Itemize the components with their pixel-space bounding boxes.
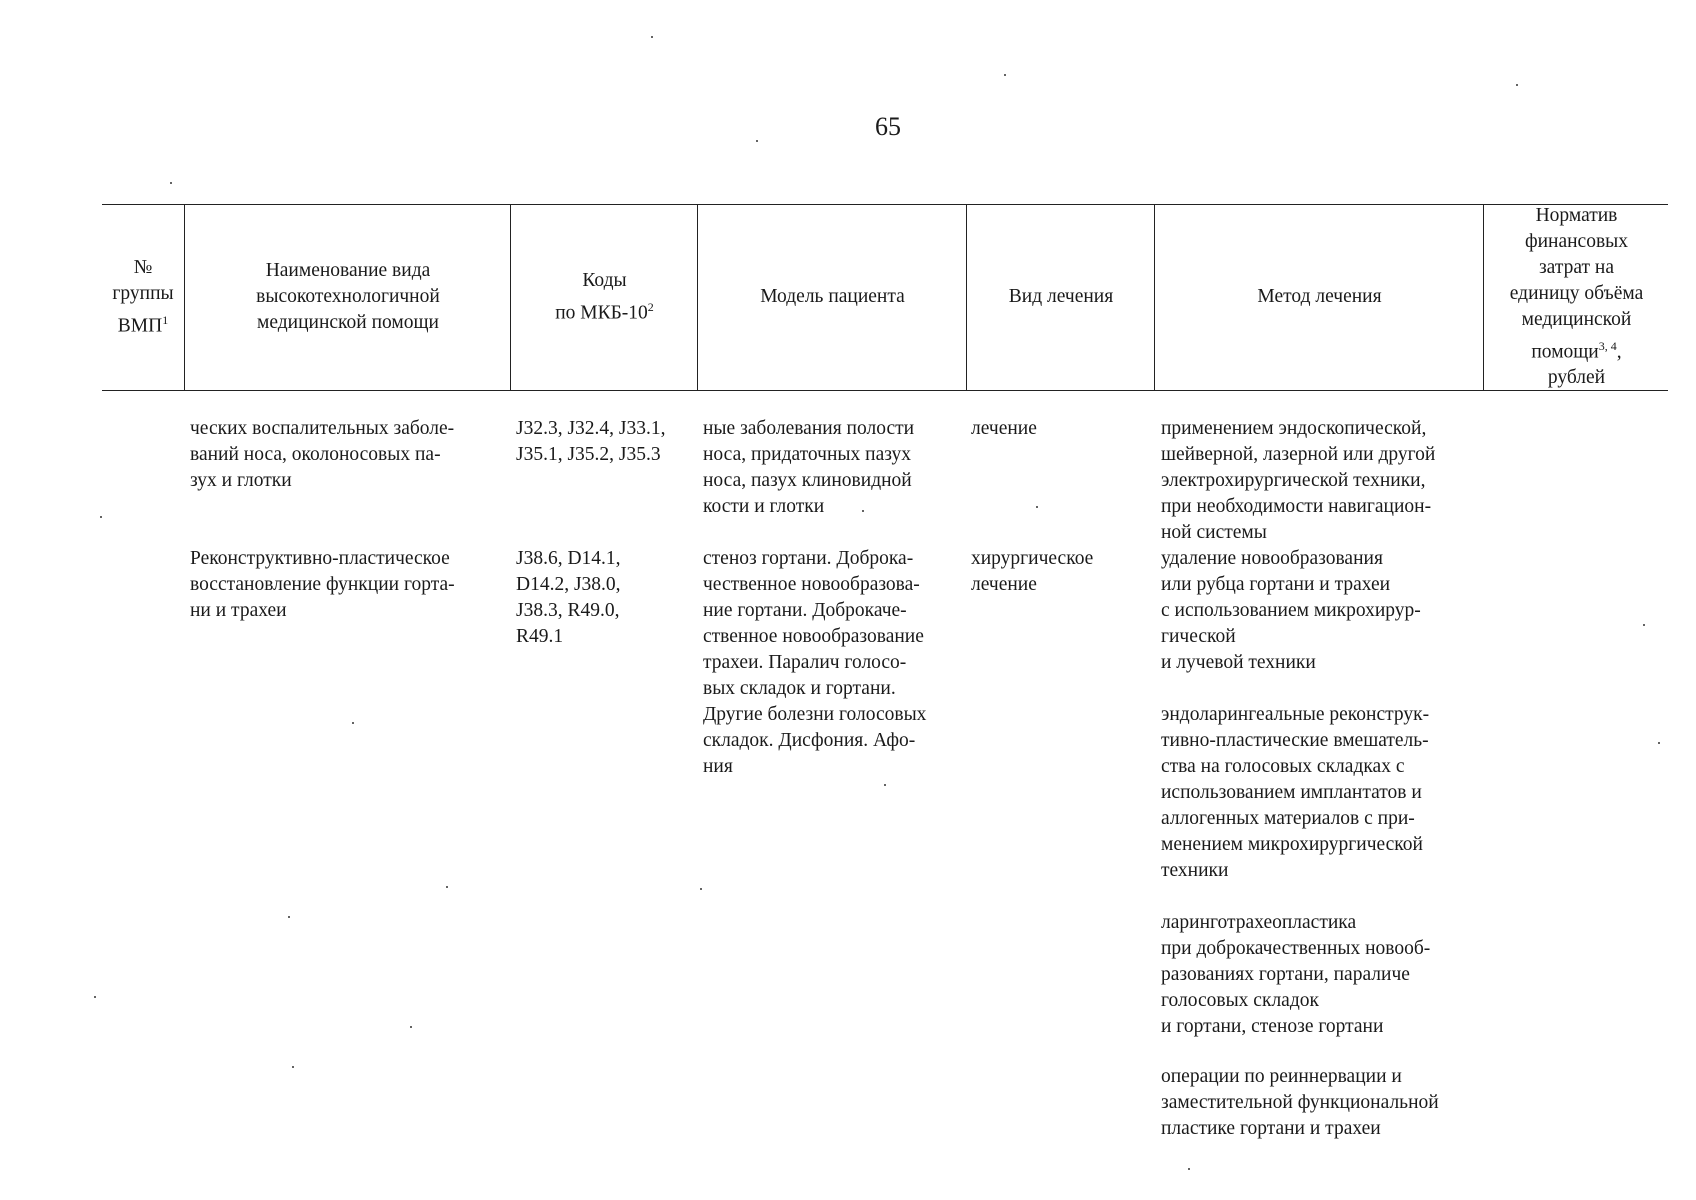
scan-speck [700, 888, 702, 890]
row2-treatment-method-2: эндоларингеальные реконструк- тивно-пластические вмешатель- ства на голосовых складках с использованием имплантатов и аллогенных материалов с при- менением микрохирургической техники [1161, 704, 1430, 881]
header-patient-model: Модель пациента [760, 286, 905, 307]
header-top-rule [102, 204, 1668, 205]
row1-treatment-method: применением эндоскопической, шейверной, лазерной или другой электрохирургической техники, при необходимости навигацион- ной системы [1161, 418, 1436, 543]
row2-icd-codes: J38.6, D14.1, D14.2, J38.0, J38.3, R49.0, R49.1 [516, 548, 621, 647]
row1-patient-model: ные заболевания полости носа, придаточных пазух носа, пазух клиновидной кости и глотки [703, 418, 915, 517]
scan-speck [170, 182, 172, 184]
row2-treatment-method-3: ларинготрахеопластика при доброкачественных новооб- разованиях гортани, параличе голосовых складок и гортани, стенозе гортани [1161, 912, 1431, 1037]
row2-care-type-name: Реконструктивно-пластическое восстановление функции горта- ни и трахеи [190, 548, 455, 621]
column-divider [184, 204, 185, 390]
scan-speck [1516, 84, 1518, 86]
column-divider [510, 204, 511, 390]
scan-speck [292, 1066, 294, 1068]
scan-speck [94, 996, 96, 998]
scan-speck [100, 516, 102, 518]
row2-patient-model: стеноз гортани. Доброка- чественное новообразова- ние гортани. Доброкаче- ственное новообразование трахеи. Паралич голосо- вых складок и гортани. Другие болезни голосовых складок. Дисфония. Афо- ния [703, 548, 927, 777]
header-care-type-name: Наименование вида высокотехнологичной медицинской помощи [256, 260, 440, 333]
column-divider [697, 204, 698, 390]
row1-care-type-name: ческих воспалительных заболе- ваний носа, околоносовых па- зух и глотки [190, 418, 455, 491]
scan-speck [352, 722, 354, 724]
scan-speck [1036, 506, 1038, 508]
scan-speck [1643, 624, 1645, 626]
scan-speck [1004, 74, 1006, 76]
header-group-number: № группы ВМП$^1$ [112, 256, 174, 337]
column-divider [966, 204, 967, 390]
scan-speck [288, 916, 290, 918]
column-divider [1483, 204, 1484, 390]
scan-speck [446, 886, 448, 888]
header-treatment-method: Метод лечения [1257, 286, 1382, 307]
header-icd-codes: Коды по МКБ-$10^2$ [555, 269, 654, 324]
row1-icd-codes: J32.3, J32.4, J33.1, J35.1, J35.2, J35.3 [516, 418, 666, 465]
scan-speck [651, 36, 653, 38]
header-bottom-rule [102, 390, 1668, 391]
row2-treatment-method-1: удаление новообразования или рубца гортани и трахеи с использованием микрохирур- гической и лучевой техники [1161, 548, 1421, 673]
scan-speck [1188, 1168, 1190, 1170]
page-number: 65 [875, 112, 901, 141]
header-cost-norm: Норматив финансовых затрат на единицу объёма медицинской помощи$^{3, 4}$, рублей [1509, 204, 1644, 389]
scan-speck [410, 1026, 412, 1028]
header-treatment-type: Вид лечения [1008, 286, 1114, 307]
scan-speck [862, 510, 864, 512]
row2-treatment-method-4: операции по реиннервации и заместительной функциональной пластике гортани и трахеи [1161, 1066, 1439, 1139]
row2-treatment-type: хирургическое лечение [971, 548, 1094, 595]
scan-speck [756, 140, 758, 142]
row1-treatment-type: лечение [971, 418, 1037, 439]
column-divider [1154, 204, 1155, 390]
scan-speck [884, 784, 886, 786]
scan-speck [1658, 742, 1660, 744]
